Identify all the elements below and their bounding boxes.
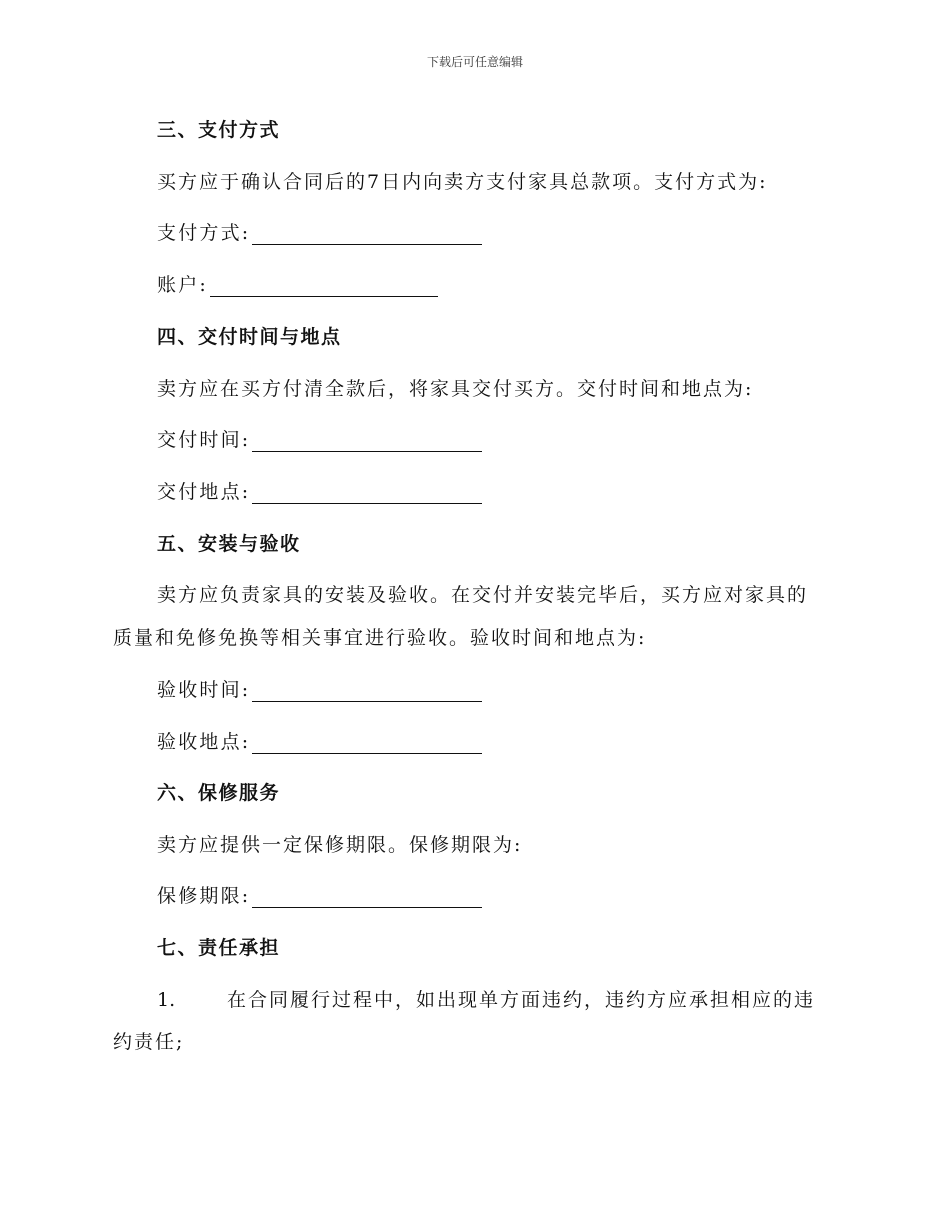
delivery-time-blank[interactable] xyxy=(252,431,482,452)
section-heading-warranty: 六、保修服务 xyxy=(157,782,281,804)
acceptance-place-field xyxy=(157,727,482,754)
payment-paragraph: 买方应于确认合同后的7日内向卖方支付家具总款项。支付方式为: xyxy=(157,171,768,193)
section-heading-installation: 五、安装与验收 xyxy=(157,533,301,555)
page-header: 下载后可任意编辑 xyxy=(426,55,523,69)
section-heading-liability: 七、责任承担 xyxy=(157,937,281,959)
section-heading-payment: 三、支付方式 xyxy=(157,119,281,141)
acceptance-time-blank[interactable] xyxy=(252,681,482,702)
acceptance-time-field xyxy=(157,675,482,702)
acceptance-place-label: 验收地点: xyxy=(157,731,251,753)
section-heading-delivery: 四、交付时间与地点 xyxy=(157,326,342,348)
delivery-time-label: 交付时间: xyxy=(157,429,251,451)
liability-item-1-number: 1. xyxy=(157,989,176,1011)
liability-item-1-line1 xyxy=(157,985,815,1012)
acceptance-time-label: 验收时间: xyxy=(157,679,251,701)
warranty-period-blank[interactable] xyxy=(252,887,482,908)
delivery-place-blank[interactable] xyxy=(252,483,482,504)
account-label: 账户: xyxy=(157,274,209,296)
warranty-paragraph: 卖方应提供一定保修期限。保修期限为: xyxy=(157,834,523,856)
payment-method-blank[interactable] xyxy=(252,224,482,245)
warranty-period-field xyxy=(157,881,482,908)
liability-item-1-line2: 约责任; xyxy=(113,1031,185,1053)
delivery-place-label: 交付地点: xyxy=(157,481,251,503)
delivery-time-field xyxy=(157,425,482,452)
installation-paragraph-line2: 质量和免修免换等相关事宜进行验收。验收时间和地点为: xyxy=(113,627,647,649)
account-field xyxy=(157,270,438,297)
liability-item-1-text: 在合同履行过程中，如出现单方面违约，违约方应承担相应的违 xyxy=(227,989,816,1011)
delivery-paragraph: 卖方应在买方付清全款后，将家具交付买方。交付时间和地点为: xyxy=(157,378,754,400)
acceptance-place-blank[interactable] xyxy=(252,733,482,754)
payment-method-field xyxy=(157,218,482,245)
installation-paragraph-line1: 卖方应负责家具的安装及验收。在交付并安装完毕后，买方应对家具的 xyxy=(157,584,809,606)
account-blank[interactable] xyxy=(210,276,438,297)
delivery-place-field xyxy=(157,477,482,504)
warranty-period-label: 保修期限: xyxy=(157,885,251,907)
payment-method-label: 支付方式: xyxy=(157,222,251,244)
